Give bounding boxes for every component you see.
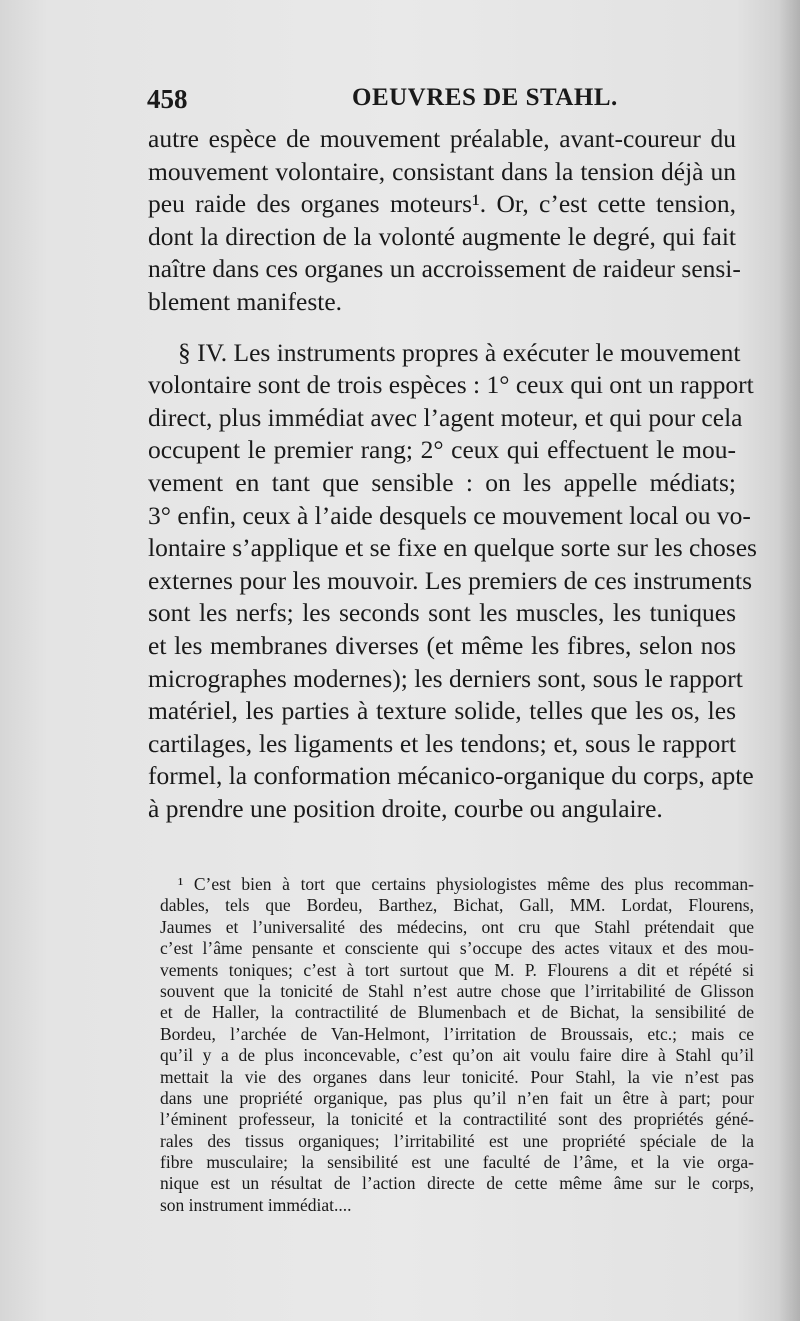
footnote-line: souvent que la tonicité de Stahl n’est autre chose que l’irritabilité de Glisson (160, 980, 754, 1001)
footnote-line: Jaumes et l’universalité des médecins, ont cru que Stahl prétendait que (160, 916, 754, 937)
text-line: direct, plus immédiat avec l’agent moteur, et qui pour cela (148, 402, 743, 432)
text-line: cartilages, les ligaments et les tendons; et, sous le rapport (148, 728, 736, 758)
text-line: dont la direction de la volonté augmente le degré, qui fait (148, 221, 736, 251)
text-line: volontaire sont de trois espèces : 1° ceux qui ont un rapport (148, 370, 754, 400)
footnote-line: l’éminent professeur, la tonicité et la contractilité sont des propriétés géné- (160, 1109, 754, 1130)
footnote-line: vements toniques; c’est à tort surtout que M. P. Flourens a dit et répété si (160, 959, 754, 980)
page-edge-shadow (778, 0, 800, 1321)
text-line: blement manifeste. (148, 286, 343, 316)
footnote-line: ¹ C’est bien à tort que certains physiologistes même des plus recomman- (178, 874, 754, 894)
footnote-line: Bordeu, l’archée de Van-Helmont, l’irritation de Broussais, etc.; mais ce (160, 1023, 754, 1044)
running-title: OEUVRES DE STAHL. (352, 84, 618, 111)
footnote-line: nique est un résultat de l’action directe de cette même âme sur le corps, (160, 1173, 754, 1194)
text-line: micrographes modernes); les derniers sont, sous le rapport (148, 663, 743, 693)
text-line: à prendre une position droite, courbe ou angulaire. (148, 793, 663, 823)
text-line: peu raide des organes moteurs¹. Or, c’est cette tension, (148, 189, 736, 219)
footnote (160, 874, 754, 1216)
text-line: sont les nerfs; les seconds sont les muscles, les tuniques (148, 598, 736, 628)
page-header (147, 84, 737, 120)
footnote-line: et de Haller, la contractilité de Blumenbach et de Bichat, la sensibilité de (160, 1002, 754, 1023)
text-line: lontaire s’applique et se fixe en quelque sorte sur les choses (148, 533, 757, 563)
footnote-line: mettait la vie des organes dans leur tonicité. Pour Stahl, la vie n’est pas (160, 1066, 754, 1087)
footnote-line: dables, tels que Bordeu, Barthez, Bichat, Gall, MM. Lordat, Flourens, (160, 895, 754, 916)
footnote-line: fibre musculaire; la sensibilité est une faculté de l’âme, et la vie orga- (160, 1152, 754, 1173)
text-line: externes pour les mouvoir. Les premiers de ces instruments (148, 565, 753, 595)
footnote-line: rales des tissus organiques; l’irritabilité est une propriété spéciale de la (160, 1130, 754, 1151)
page-number: 458 (147, 84, 188, 114)
text-line: et les membranes diverses (et même les fibres, selon nos (148, 630, 736, 660)
footnote-line: qu’il y a de plus inconcevable, c’est qu’on ait voulu faire dire à Stahl qu’il (160, 1045, 754, 1066)
text-line: naître dans ces organes un accroissement de raideur sensi- (148, 254, 741, 284)
text-line: mouvement volontaire, consistant dans la tension déjà un (148, 156, 736, 186)
footnote-line: son instrument immédiat.... (160, 1194, 352, 1215)
text-line: formel, la conformation mécanico-organique du corps, apte (148, 761, 754, 791)
text-line: occupent le premier rang; 2° ceux qui effectuent le mou- (148, 435, 736, 465)
main-text (148, 123, 757, 825)
text-line: vement en tant que sensible : on les appelle médiats; (148, 467, 736, 497)
text-line: autre espèce de mouvement préalable, avant-coureur du (148, 124, 736, 153)
section-heading-line: § IV. Les instruments propres à exécuter le mouvement (178, 337, 741, 367)
text-line: matériel, les parties à texture solide, telles que les os, les (148, 696, 736, 726)
footnote-line: c’est l’âme pensante et consciente qui s’occupe des actes vitaux et des mou- (160, 938, 754, 959)
text-line: 3° enfin, ceux à l’aide desquels ce mouvement local ou vo- (148, 500, 751, 530)
footnote-line: dans une propriété organique, pas plus qu’il n’en fait un être à part; pour (160, 1087, 754, 1108)
